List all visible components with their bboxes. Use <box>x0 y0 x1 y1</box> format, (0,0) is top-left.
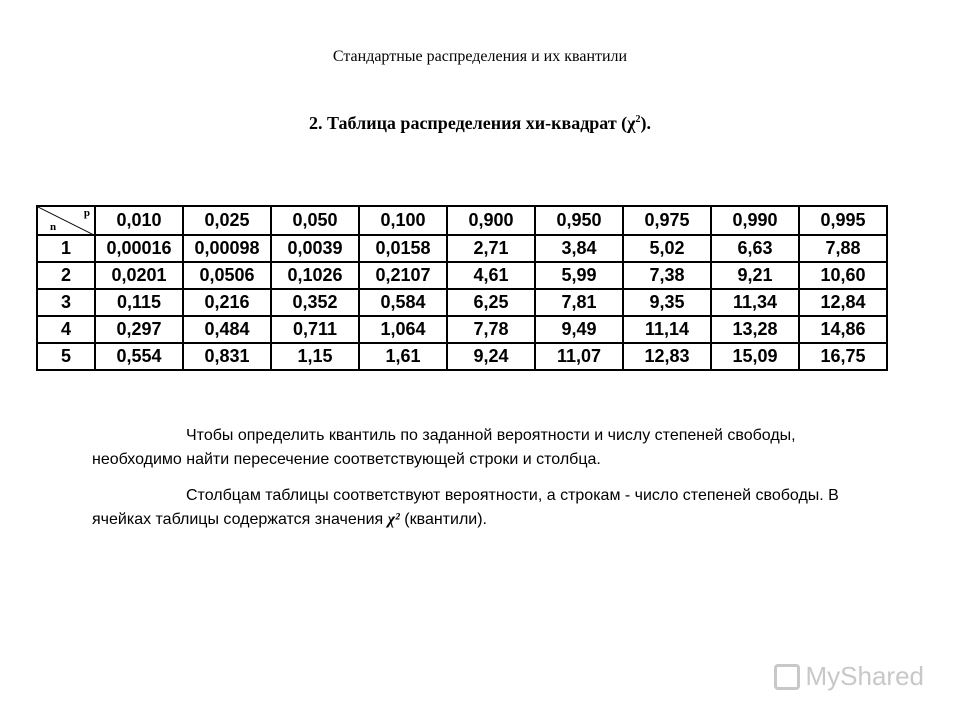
table-cell: 3,84 <box>535 235 623 262</box>
row-header: 2 <box>37 262 95 289</box>
column-header: 0,050 <box>271 206 359 235</box>
table-cell: 0,831 <box>183 343 271 370</box>
table-cell: 0,0158 <box>359 235 447 262</box>
table-cell: 0,584 <box>359 289 447 316</box>
table-header-row <box>37 206 887 235</box>
table-cell: 1,61 <box>359 343 447 370</box>
table-cell: 2,71 <box>447 235 535 262</box>
table-cell: 7,88 <box>799 235 887 262</box>
table-cell: 9,24 <box>447 343 535 370</box>
row-header: 5 <box>37 343 95 370</box>
table-row <box>37 316 887 343</box>
title-text: 2. Таблица распределения хи-квадрат (χ <box>308 113 636 133</box>
table-cell: 11,34 <box>711 289 799 316</box>
column-header: 0,100 <box>359 206 447 235</box>
table-cell: 6,63 <box>711 235 799 262</box>
page-header: Стандартные распределения и их квантили <box>332 48 628 65</box>
column-header: 0,950 <box>535 206 623 235</box>
table-cell: 13,28 <box>711 316 799 343</box>
table-cell: 11,07 <box>535 343 623 370</box>
table-cell: 0,1026 <box>271 262 359 289</box>
table-row <box>37 343 887 370</box>
table-cell: 7,78 <box>447 316 535 343</box>
table-cell: 11,14 <box>623 316 711 343</box>
table-cell: 0,216 <box>183 289 271 316</box>
table-cell: 15,09 <box>711 343 799 370</box>
column-header: 0,995 <box>799 206 887 235</box>
table-cell: 9,35 <box>623 289 711 316</box>
table-cell: 9,21 <box>711 262 799 289</box>
table-row <box>37 235 887 262</box>
table-cell: 5,99 <box>535 262 623 289</box>
table-cell: 14,86 <box>799 316 887 343</box>
table-row <box>37 262 887 289</box>
chi-square-symbol: χ² <box>387 511 400 528</box>
table-cell: 0,352 <box>271 289 359 316</box>
column-header: 0,990 <box>711 206 799 235</box>
table-cell: 6,25 <box>447 289 535 316</box>
chi-square-table <box>36 205 888 371</box>
paragraph-1 <box>92 424 852 472</box>
table-cell: 0,711 <box>271 316 359 343</box>
table-cell: 0,0201 <box>95 262 183 289</box>
table-cell: 0,00016 <box>95 235 183 262</box>
column-header: 0,025 <box>183 206 271 235</box>
table-cell: 0,554 <box>95 343 183 370</box>
paragraph-2 <box>92 484 852 532</box>
table-cell: 1,064 <box>359 316 447 343</box>
table-cell: 16,75 <box>799 343 887 370</box>
table-cell: 7,38 <box>623 262 711 289</box>
table-cell: 0,0039 <box>271 235 359 262</box>
watermark-text: MyShared <box>805 661 924 691</box>
table-cell: 0,115 <box>95 289 183 316</box>
table-cell: 0,2107 <box>359 262 447 289</box>
myshared-logo-icon <box>774 664 800 690</box>
table-cell: 10,60 <box>799 262 887 289</box>
table-cell: 12,83 <box>623 343 711 370</box>
corner-cell <box>37 206 95 235</box>
column-header: 0,010 <box>95 206 183 235</box>
paragraph-1-text: Чтобы определить квантиль по заданной вероятности и числу степеней свободы, необходимо найти пересечение соответствующей строки и столбца. <box>92 427 796 468</box>
table-cell: 0,0506 <box>183 262 271 289</box>
corner-row-label: n <box>50 221 57 233</box>
paragraph-2-end: (квантили). <box>399 511 487 528</box>
watermark <box>774 661 925 692</box>
title-end: ). <box>640 113 651 133</box>
paragraph-2-text: Столбцам таблицы соответствуют вероятности, а строкам - число степеней свободы. В ячейках таблицы содержатся значения <box>92 487 839 528</box>
table-cell: 5,02 <box>623 235 711 262</box>
column-header: 0,900 <box>447 206 535 235</box>
table-cell: 1,15 <box>271 343 359 370</box>
chi-square-table-container <box>36 205 888 371</box>
title-superscript: 2 <box>635 114 641 125</box>
row-header: 4 <box>37 316 95 343</box>
table-title <box>0 113 960 134</box>
table-cell: 0,00098 <box>183 235 271 262</box>
table-cell: 9,49 <box>535 316 623 343</box>
row-header: 1 <box>37 235 95 262</box>
table-cell: 12,84 <box>799 289 887 316</box>
table-cell: 0,297 <box>95 316 183 343</box>
row-header: 3 <box>37 289 95 316</box>
corner-col-label: p <box>83 207 90 219</box>
table-row <box>37 289 887 316</box>
table-cell: 7,81 <box>535 289 623 316</box>
table-cell: 4,61 <box>447 262 535 289</box>
column-header: 0,975 <box>623 206 711 235</box>
table-cell: 0,484 <box>183 316 271 343</box>
